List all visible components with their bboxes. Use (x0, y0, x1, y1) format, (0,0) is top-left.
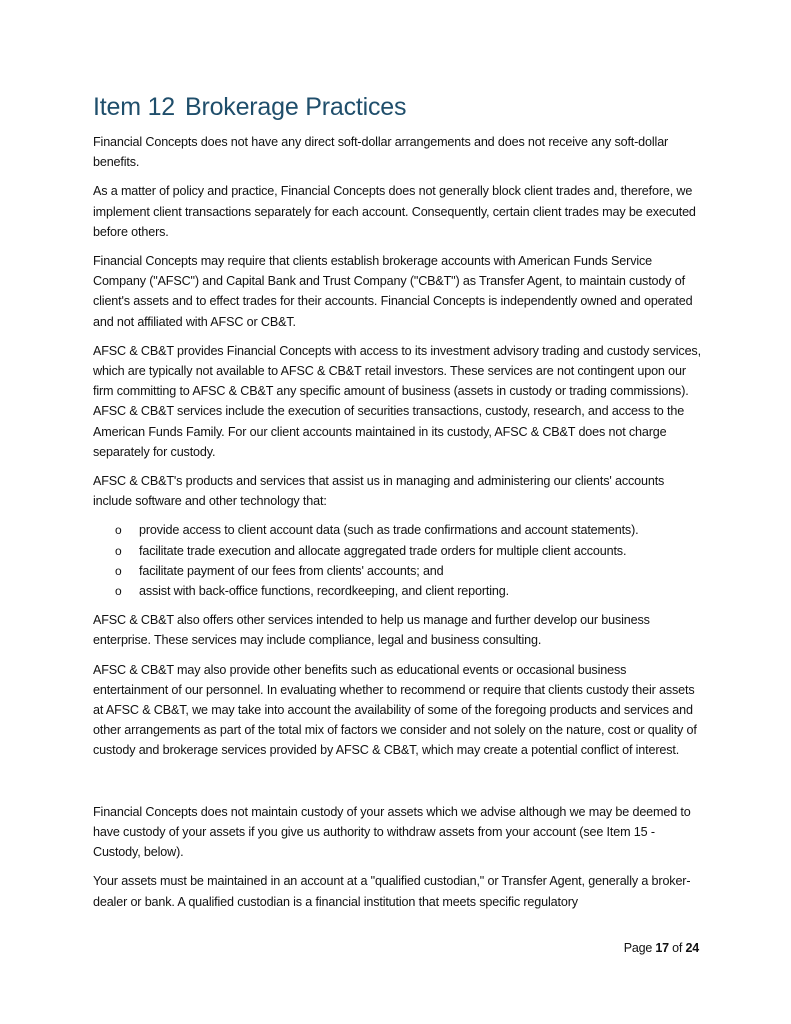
list-item (93, 581, 703, 601)
page-label: Page (623, 941, 653, 955)
services-bullet-list (93, 520, 703, 601)
list-item (93, 561, 703, 581)
hollow-bullet-icon: o (115, 563, 122, 578)
section-spacer (93, 770, 703, 802)
list-item-text: provide access to client account data (such as trade confirmations and account statements). (139, 523, 639, 538)
hollow-bullet-icon: o (115, 584, 122, 599)
list-item (93, 541, 703, 561)
list-item-text: facilitate payment of our fees from clients' accounts; and (139, 563, 444, 578)
paragraph-brokerage-accounts: Financial Concepts may require that clients establish brokerage accounts with American Funds Service Company ("AFSC") and Capital Bank and Trust Company ("CB&T") as Transfer Agent, to maintain custody of client's assets and to effect trades for their accounts. Financial Concepts is independently owned and operated and not affiliated with AFSC or CB&T. (93, 254, 693, 329)
paragraph-afsc-services: AFSC & CB&T provides Financial Concepts with access to its investment advisory trading and custody services, which are typically not available to AFSC & CB&T retail investors. These services are not contingent upon our firm committing to AFSC & CB&T any specific amount of business (assets in custody or trading commissions). AFSC & CB&T services include the execution of securities transactions, custody, research, and access to the American Funds Family. For our client accounts maintained in its custody, AFSC & CB&T does not charge separately for custody. (93, 343, 701, 459)
hollow-bullet-icon: o (115, 523, 122, 538)
item-number: Item 12 (93, 93, 175, 121)
total-pages: 24 (685, 941, 699, 955)
paragraph-soft-dollar: Financial Concepts does not have any direct soft-dollar arrangements and does not receive any soft-dollar benefits. (93, 135, 669, 170)
current-page-number: 17 (655, 941, 669, 955)
document-page (93, 90, 703, 921)
paragraph-custody: Financial Concepts does not maintain custody of your assets which we advise although we may be deemed to have custody of your assets if you give us authority to withdraw assets from your account (see Item 15 - Custody, below). (93, 804, 691, 860)
of-label: of (672, 941, 683, 955)
section-title: Brokerage Practices (184, 93, 407, 121)
hollow-bullet-icon: o (115, 543, 122, 558)
page-number-footer (624, 941, 699, 955)
paragraph-other-services: AFSC & CB&T also offers other services intended to help us manage and further develop our business enterprise. These services may include compliance, legal and business consulting. (93, 613, 650, 648)
paragraph-conflict-of-interest: AFSC & CB&T may also provide other benefits such as educational events or occasional business entertainment of our personnel. In evaluating whether to recommend or require that clients custody their assets at AFSC & CB&T, we may take into account the availability of some of the foregoing products and services and other arrangements as part of the total mix of factors we consider and not solely on the nature, cost or quality of custody and brokerage services provided by AFSC & CB&T, which may create a potential conflict of interest. (93, 662, 697, 758)
list-item-text: facilitate trade execution and allocate aggregated trade orders for multiple client accounts. (139, 543, 627, 558)
paragraph-block-trades: As a matter of policy and practice, Financial Concepts does not generally block client trades and, therefore, we implement client transactions separately for each account. Consequently, certain client trades may be executed before others. (93, 184, 696, 239)
section-heading (93, 90, 703, 124)
paragraph-qualified-custodian: Your assets must be maintained in an account at a "qualified custodian," or Transfer Agent, generally a broker-dealer or bank. A qualified custodian is a financial institution that meets specific regulatory (93, 874, 691, 909)
list-item-text: assist with back-office functions, recordkeeping, and client reporting. (139, 584, 509, 599)
list-item (93, 520, 703, 540)
paragraph-products-intro: AFSC & CB&T's products and services that assist us in managing and administering our clients' accounts include software and other technology that: (93, 474, 665, 509)
